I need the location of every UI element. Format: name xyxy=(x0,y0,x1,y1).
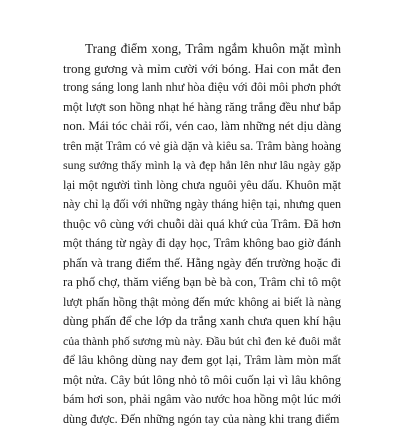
paragraph xyxy=(63,39,341,429)
text-line-10: thuộc vô cùng với chuỗi dài quá khứ của Trâm. Đã hơn xyxy=(63,215,341,235)
text-line-4: một lượt son hồng nhạt hé hàng răng trắng đều như bắp xyxy=(63,98,341,118)
text-line-9: này chỉ lạ đối với những ngày tháng hiện tại, nhưng quen xyxy=(63,195,341,215)
text-line-12: phấn và trang điểm thế. Hằng ngày đến trường hoặc đi xyxy=(63,254,341,274)
text-line-18: một nửa. Cây bút lông nhỏ tô môi cuốn lại vì lâu không xyxy=(63,371,341,391)
text-line-15: dùng phấn để che lớp da trắng xanh chưa quen khí hậu xyxy=(63,312,341,332)
text-line-11: một tháng từ ngày đi dạy học, Trâm không bao giờ đánh xyxy=(63,234,341,254)
text-line-17: để lâu không dùng nay đem gọt lại, Trâm làm mòn mất xyxy=(63,351,341,371)
text-line-6: trên mặt Trâm có vẻ già dặn và kiêu sa. Trâm bàng hoàng xyxy=(63,137,341,157)
text-line-1: Trang điểm xong, Trâm ngắm khuôn mặt mình xyxy=(63,39,341,59)
text-line-16: của thành phố sương mù này. Đầu bút chì đen kẻ đuôi mắt xyxy=(63,332,341,352)
text-line-13: ra phố chợ, thăm viếng bạn bè bà con, Trâm chỉ tô một xyxy=(63,273,341,293)
text-line-14: lượt phấn hồng thật mỏng đến mức không ai biết là nàng xyxy=(63,293,341,313)
text-line-5: non. Mái tóc chải rối, vén cao, làm những nét dịu dàng xyxy=(63,117,341,137)
text-line-3: trong sáng long lanh như hòa điệu với đôi môi phơn phớt xyxy=(63,78,341,98)
text-line-19: bám hơi son, phải ngâm vào nước hoa hồng một lúc mới xyxy=(63,390,341,410)
text-line-20: dùng được. Đến những ngón tay của nàng khi trang điểm xyxy=(63,410,341,429)
text-line-2: trong gương và mỉm cười với bóng. Hai con mắt đen xyxy=(63,59,341,79)
text-line-7: sung sướng thấy mình lạ và đẹp hẳn lên như lâu ngày gặp xyxy=(63,156,341,176)
text-line-8: lại một người tình lòng chưa nguôi yêu dấu. Khuôn mặt xyxy=(63,176,341,196)
